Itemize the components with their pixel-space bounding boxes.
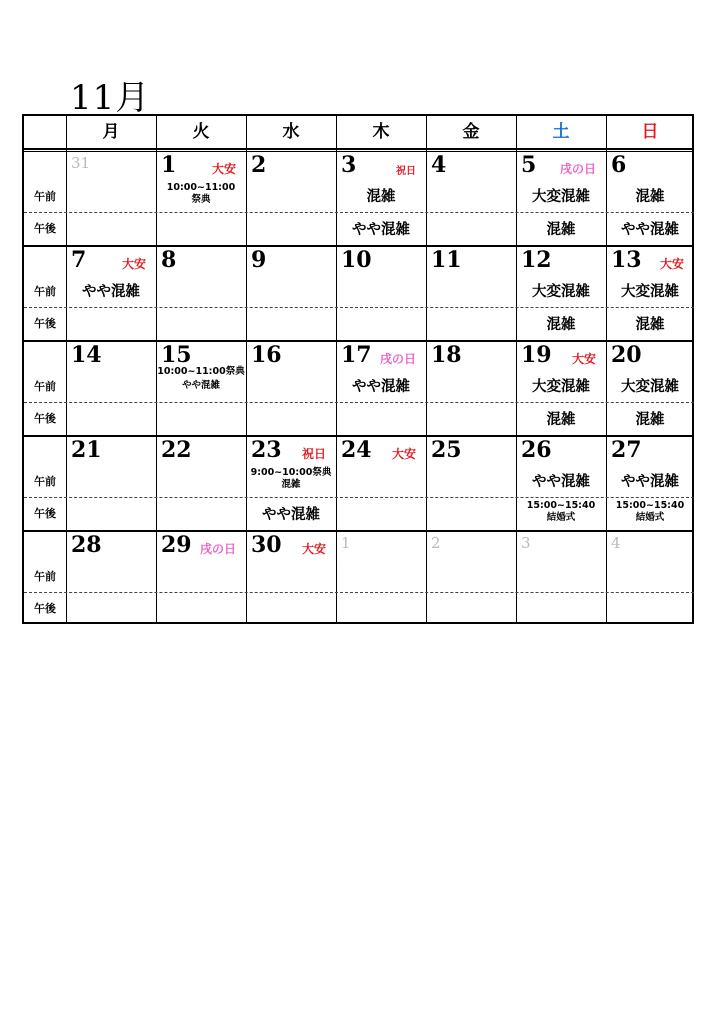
pm-status: やや混雑 [621,222,679,238]
slot-pm-label: 午後 [34,602,56,615]
day-number: 2 [251,152,267,178]
day-tag: 大安 [121,257,146,271]
pm-status: 混雑 [546,412,576,428]
am-status: 大変混雑 [621,284,679,300]
slot-am-label: 午前 [34,190,56,203]
day-number: 16 [251,342,282,368]
day-tag: 大安 [659,257,684,271]
weekday-header: 水 [282,122,300,142]
day-number: 29 [161,532,192,558]
day-number: 6 [611,152,627,178]
am-pm-separator [24,592,694,593]
day-number: 14 [71,342,102,368]
day-tag: 戌の日 [379,352,416,366]
day-number: 21 [71,437,102,463]
am-status: 10:00~11:00祭典 やや混雑 [157,366,245,391]
day-number: 2 [431,534,441,552]
day-tag: 戌の日 [199,542,236,556]
slot-pm-label: 午後 [34,412,56,425]
am-status: やや混雑 [352,379,410,395]
day-number: 12 [521,247,552,273]
am-status: やや混雑 [621,474,679,490]
day-number: 20 [611,342,642,368]
grid-vline [66,116,67,622]
pm-status: 混雑 [635,412,665,428]
day-number: 23 [251,437,282,463]
day-tag: 大安 [211,162,236,176]
am-status: やや混雑 [532,474,590,490]
am-status: 混雑 [366,189,396,205]
am-status: 10:00~11:00 祭典 [166,182,236,205]
am-status: 9:00~10:00祭典 混雑 [250,467,332,490]
day-number: 1 [161,152,177,178]
day-number: 27 [611,437,642,463]
grid-vline [246,116,247,622]
day-number: 15 [161,342,192,368]
slot-am-label: 午前 [34,380,56,393]
am-status: 混雑 [635,189,665,205]
day-number: 9 [251,247,267,273]
am-status: 大変混雑 [621,379,679,395]
slot-pm-label: 午後 [34,222,56,235]
day-number: 25 [431,437,462,463]
am-status: 大変混雑 [532,284,590,300]
day-number: 4 [431,152,447,178]
am-pm-separator [24,497,694,498]
day-number: 24 [341,437,372,463]
grid-vline [426,116,427,622]
day-number: 1 [341,534,351,552]
weekday-header: 土 [552,122,570,142]
week-separator [24,530,694,532]
am-pm-separator [24,402,694,403]
day-tag: 戌の日 [559,162,596,176]
weekday-header: 木 [372,122,390,142]
slot-pm-label: 午後 [34,317,56,330]
calendar-grid [22,114,694,624]
am-pm-separator [24,212,694,213]
day-number: 3 [521,534,531,552]
slot-am-label: 午前 [34,570,56,583]
day-number: 22 [161,437,192,463]
pm-status: やや混雑 [262,507,320,523]
day-number: 31 [71,154,91,172]
day-tag: 祝日 [301,447,326,461]
am-pm-separator [24,307,694,308]
day-tag: 祝日 [396,166,416,177]
day-number: 10 [341,247,372,273]
day-number: 18 [431,342,462,368]
pm-status: 混雑 [546,222,576,238]
weekday-header: 月 [102,122,120,142]
day-number: 3 [341,152,357,178]
day-number: 5 [521,152,537,178]
slot-am-label: 午前 [34,285,56,298]
day-tag: 大安 [301,542,326,556]
day-number: 8 [161,247,177,273]
am-status: やや混雑 [82,284,140,300]
pm-status: 混雑 [635,317,665,333]
slot-am-label: 午前 [34,475,56,488]
day-number: 17 [341,342,372,368]
day-number: 7 [71,247,87,273]
am-status: 大変混雑 [532,379,590,395]
pm-status: 15:00~15:40 結婚式 [526,500,596,523]
weekday-header: 金 [462,122,480,142]
slot-pm-label: 午後 [34,507,56,520]
day-number: 30 [251,532,282,558]
am-status: 大変混雑 [532,189,590,205]
day-number: 26 [521,437,552,463]
day-number: 28 [71,532,102,558]
header-separator [24,151,694,152]
day-number: 11 [431,247,462,273]
weekday-header: 日 [641,122,659,142]
day-number: 19 [521,342,552,368]
header-separator [24,148,694,150]
page-title: 11月 [70,78,151,118]
day-tag: 大安 [391,447,416,461]
pm-status: やや混雑 [352,222,410,238]
day-number: 4 [611,534,621,552]
weekday-header: 火 [192,122,210,142]
pm-status: 15:00~15:40 結婚式 [615,500,685,523]
day-number: 13 [611,247,642,273]
pm-status: 混雑 [546,317,576,333]
day-tag: 大安 [571,352,596,366]
